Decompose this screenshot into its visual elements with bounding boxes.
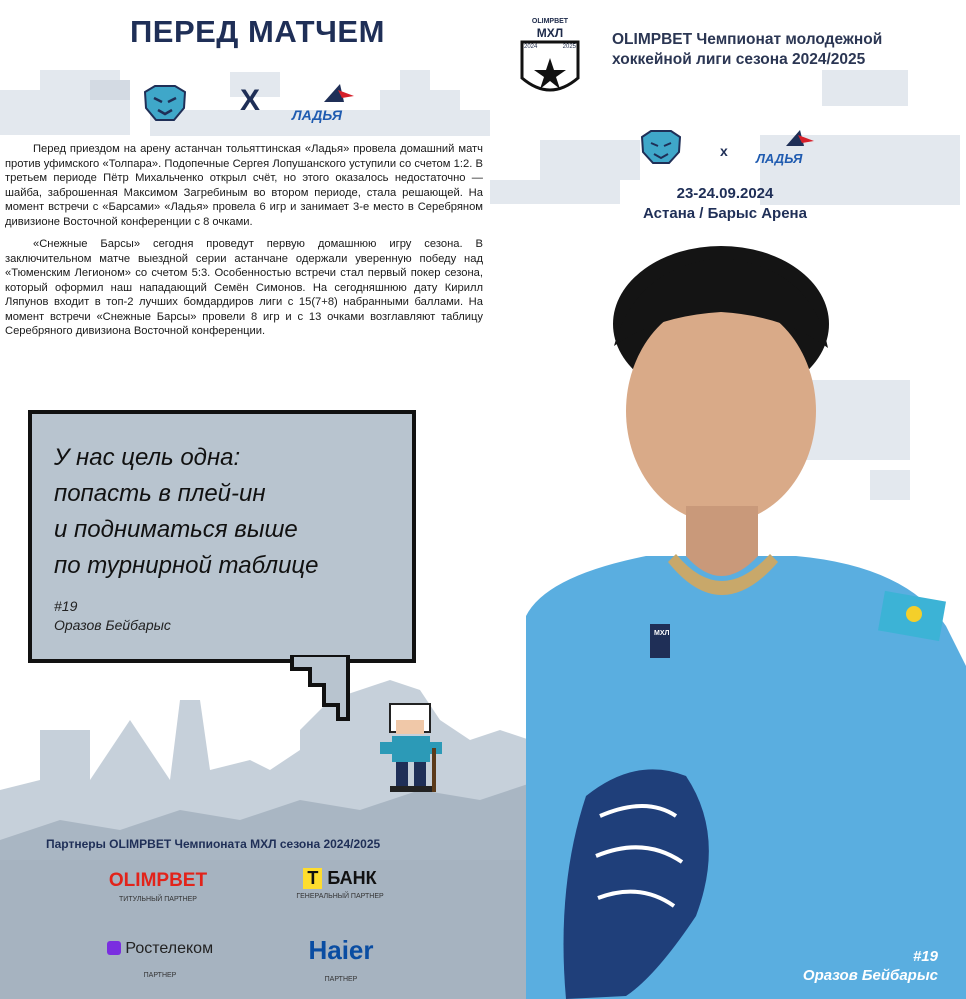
home-team-logo	[140, 82, 190, 129]
partner-label: ПАРТНЕР	[143, 972, 177, 979]
article-paragraph: Перед приездом на арену астанчан тольяттинская «Ладья» провела домашний матч против уфимского «Толпара». Подопечные Сергея Лопушанского уступили со счетом 1:2. В третьем периоде Пётр Михальченко открыл счёт, но этого оказалось недостаточно — шайба, заброшенная Максимом Загребиным во втором периоде, стала решающей. На момент встречи с «Барсами» «Ладья» провела 6 игр и занимает 3-е место в Серебряном дивизионе Восточной конференции с 8 очками.	[5, 143, 483, 228]
bubble-tail	[288, 655, 368, 725]
pixel-cloud	[90, 80, 130, 100]
quote-line: и подниматься выше	[54, 516, 298, 543]
tbank-badge-icon: Т	[303, 868, 322, 889]
versus-mark: X	[240, 84, 261, 117]
sail-icon	[756, 130, 836, 148]
away-team-logo	[292, 84, 382, 123]
quote-line: по турнирной таблице	[54, 552, 319, 579]
pixel-cloud	[400, 70, 430, 90]
sail-icon	[292, 84, 372, 104]
quote-player-number: #19	[54, 598, 78, 614]
home-team-logo-small	[638, 128, 684, 171]
pixel-cloud	[540, 140, 640, 180]
away-team-logo-small	[756, 130, 840, 166]
page-title: ПЕРЕД МАТЧЕМ	[130, 14, 385, 49]
pixel-hockey-player-icon	[372, 702, 456, 800]
partner-label: ГЕНЕРАЛЬНЫЙ ПАРТНЕР	[296, 893, 384, 900]
match-venue: Астана / Барыс Арена	[643, 205, 807, 222]
league-logo	[518, 18, 582, 102]
player-number: #19	[912, 948, 938, 965]
partner-olimpbet[interactable]	[96, 870, 220, 903]
league-logo-brand: OLIMPBET	[531, 18, 569, 25]
quote-player-name: Оразов Бейбарыс	[54, 617, 171, 633]
pixel-cloud	[380, 90, 460, 110]
partner-name: OLIMPBET	[108, 870, 208, 891]
rostelecom-logo-icon	[107, 941, 121, 955]
jersey-patch-text: МХЛ	[654, 630, 670, 637]
quote-line: У нас цель одна:	[54, 444, 241, 471]
versus-mark-small: x	[720, 143, 728, 159]
league-year-left: 2024	[524, 44, 538, 50]
partner-name: Haier	[308, 935, 374, 965]
away-team-wordmark: ЛАДЬЯ	[292, 107, 342, 123]
snow-leopard-icon	[638, 128, 684, 166]
match-info	[600, 184, 850, 224]
quote-line: попасть в плей-ин	[54, 480, 266, 507]
article-paragraph: «Снежные Барсы» сегодня проведут первую домашнюю игру сезона. В заключительном матче выездной серии астанчане одержали уверенную победу над «Тюменским Легионом» со счетом 5:3. Особенностью встречи стал первый покер сезона, который оформил наш нападающий Семён Симонов. На сегодняшнюю дату Кирилл Ляпунов входит в топ-2 лучших бомдардиров лиги с 15(7+8) набранными баллами. На момент встречи «Снежные Барсы» провели 8 игр и с 13 очками возглавляют таблицу Серебряного дивизиона Восточной конференции.	[5, 238, 483, 337]
partner-haier[interactable]	[286, 935, 396, 983]
partners-title: Партнеры OLIMPBET Чемпионата МХЛ сезона 2024/2025	[46, 837, 381, 851]
match-dates: 23-24.09.2024	[676, 185, 774, 202]
pixel-cloud	[822, 70, 908, 106]
article-body	[5, 142, 483, 347]
partner-label: ТИТУЛЬНЫЙ ПАРТНЕР	[119, 896, 197, 903]
partner-name: Ростелеком	[125, 940, 214, 957]
partner-label: ПАРТНЕР	[324, 976, 358, 983]
league-logo-main: МХЛ	[536, 26, 564, 40]
partner-tbank[interactable]	[290, 868, 390, 900]
championship-title: OLIMPBET Чемпионат молодежной хоккейной лиги сезона 2024/2025	[612, 31, 883, 68]
away-team-wordmark-small: ЛАДЬЯ	[756, 151, 803, 166]
partner-rostelecom[interactable]	[100, 940, 220, 979]
quote-bubble	[28, 410, 416, 663]
player-photo	[526, 236, 966, 999]
partner-name: БАНК	[327, 868, 377, 888]
quote-text	[54, 440, 394, 584]
snow-leopard-icon	[140, 82, 190, 124]
player-name: Оразов Бейбарыс	[802, 967, 938, 984]
league-year-right: 2025	[562, 44, 576, 50]
